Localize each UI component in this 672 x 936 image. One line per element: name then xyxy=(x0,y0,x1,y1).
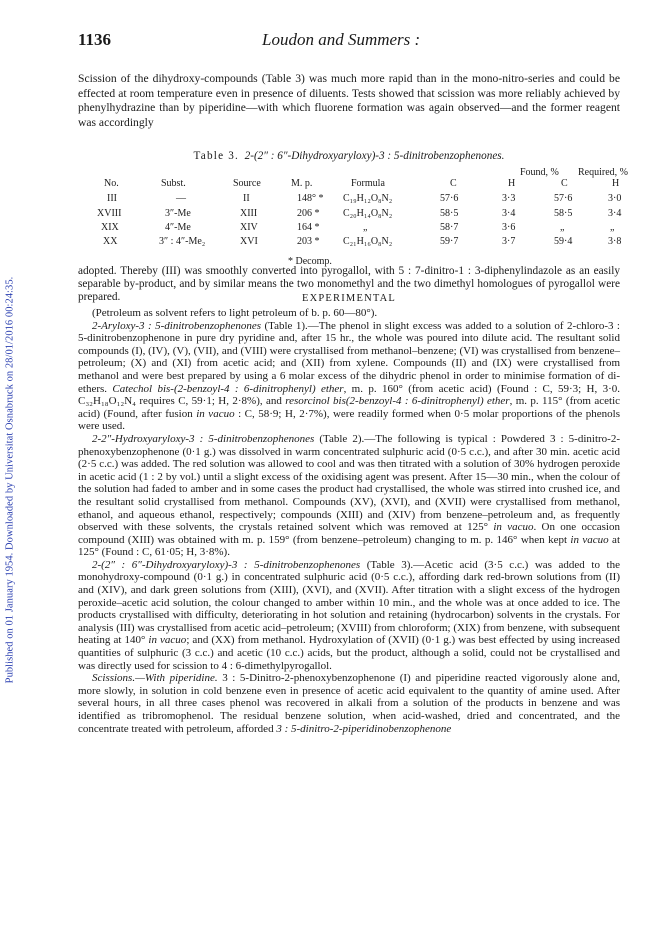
cell-r1-req-h: 3·4 xyxy=(608,208,622,219)
cell-r0-source: II xyxy=(243,193,250,204)
col-head-subst: Subst. xyxy=(161,178,186,189)
cell-r0-formula: C₁₉H₁₂O₈N₂ xyxy=(343,193,393,204)
col-head-found-c: C xyxy=(450,178,457,189)
cell-r0-subst: — xyxy=(176,193,186,204)
aryloxy-text-c: , m. p. 160° (from acetic acid) (Found : C, 59·3; H, 3·0. C₃₂H₁₈O₁₂N₄ requires C, 59·1; H, 2·8%), and xyxy=(78,382,620,408)
after-table-text: adopted. Thereby (III) was smoothly converted into pyrogallol, with 5 : 7-dinitro-1 : 3-diphenylindazole as an easily separable by-product, and by similar means the two monomethyl and the two dimethyl homologues of pyrogallol were prepared. xyxy=(78,265,620,304)
paragraph-hydroxyaryloxy xyxy=(78,433,620,559)
cell-r1-no: XVIII xyxy=(97,208,122,219)
cell-r0-no: III xyxy=(107,193,117,204)
col-head-mp: M. p. xyxy=(291,178,313,189)
aryloxy-text-a: (Table 1).—The phenol in slight excess was added to a solution of 2-chloro-3 : 5-dinitrobenzophenone in pure dry pyridine and, after 15 hr., the whole was poured into dilute acid. The resultant solid compounds (I), (IV), (V), (VII), and (VIII) were crystallised from methanol–benzene; (VI) was crystallised from benzene–petroleum; (X) and (XI) from acetic acid; and (XII) from xylene. Compounds (II) and (IX) were crystallised from methanol and were best prepared by using a 6 molar excess of the dihydric phenol in order to minimise formation of di-ethers. xyxy=(78,319,620,395)
cell-r2-found-c: 58·7 xyxy=(440,222,459,233)
hydroxyaryloxy-in-vacuo-2: in vacuo xyxy=(570,533,609,546)
piperidino-product-name: 3 : 5-dinitro-2-piperidinobenzophenone xyxy=(276,722,452,735)
aryloxy-text-g: : C, 58·9; H, 2·7%), were readily formed when 0·5 molar proportions of the phenols were used. xyxy=(78,407,620,433)
col-head-no: No. xyxy=(104,178,119,189)
intro-text: Scission of the dihydroxy-compounds (Table 3) was much more rapid than in the mono-nitro-series and could be effected at room temperature even in presence of diluents. Tests showed that scission was more reliably achieved by phenylhydrazine than by piperidine—with which fluorene formation was again observed—and the former reagent was accordingly xyxy=(78,72,620,129)
cell-r1-formula: C₂₀H₁₄O₈N₂ xyxy=(343,208,393,219)
cell-r1-mp: 206 * xyxy=(297,208,320,219)
aryloxy-text-e: , m. p. 115° (from acetic acid) (Found, after fusion xyxy=(78,395,621,420)
col-head-found-h: H xyxy=(508,178,516,189)
cell-r3-req-c: 59·4 xyxy=(554,236,573,247)
cell-r3-subst: 3″ : 4″-Me₂ xyxy=(159,236,206,247)
aryloxy-title: 2-Aryloxy-3 : 5-dinitrobenzophenones xyxy=(92,319,262,332)
cell-r0-mp: 148° * xyxy=(297,193,324,204)
dihydroxyaryloxy-in-vacuo: in vacuo xyxy=(148,634,187,647)
resorcinol-ether-name: resorcinol bis(2-benzoyl-4 : 6-dinitrophenyl) ether xyxy=(285,395,510,408)
cell-r2-req-h: „ xyxy=(610,222,615,233)
page-number: 1136 xyxy=(78,30,112,49)
cell-r3-found-h: 3·7 xyxy=(502,236,516,247)
cell-r2-found-h: 3·6 xyxy=(502,222,516,233)
catechol-ether-name: Catechol bis-(2-benzoyl-4 : 6-dinitrophenyl) ether xyxy=(112,382,344,395)
cell-r2-mp: 164 * xyxy=(297,222,320,233)
table-footnote: * Decomp. xyxy=(288,256,332,267)
cell-r2-subst: 4″-Me xyxy=(165,222,191,233)
dihydroxyaryloxy-text-a: (Table 3).—Acetic acid (3·5 c.c.) was added to the monohydroxy-compound (0·1 g.) in concentrated sulphuric acid (0·5 c.c.), affording dark red-brown solutions from (II) and (XIV), and dark green solutions from (XIII), (XVI), and (XVII). After titration with a slight excess of the hydrogen peroxide–acetic acid solution, the colour changed to amber within 10 min., and the whole was at once added to ice. The products crystallised with difficulty, deteriorating in hot solution and retaining (hydrocarbon) solvents in the crystals. For analysis (III) was crystallised from acetic acid–petroleum; (XVIII) from chloroform; (XIX) from benzene, with subsequent heating at 140° xyxy=(78,558,620,647)
col-head-source: Source xyxy=(233,178,261,189)
cell-r0-req-c: 57·6 xyxy=(554,193,573,204)
cell-r0-req-h: 3·0 xyxy=(608,193,622,204)
col-head-req-h: H xyxy=(612,178,620,189)
intro-paragraph xyxy=(78,72,620,130)
cell-r2-no: XIX xyxy=(101,222,119,233)
cell-r3-found-c: 59·7 xyxy=(440,236,459,247)
cell-r3-mp: 203 * xyxy=(297,236,320,247)
cell-r2-formula: „ xyxy=(363,222,368,233)
found-group-label: Found, % xyxy=(520,167,559,178)
dihydroxyaryloxy-title: 2-(2″ : 6″-Dihydroxyaryloxy)-3 : 5-dinitrobenzophenones xyxy=(92,558,361,571)
cell-r3-source: XVI xyxy=(240,236,258,247)
required-group-label: Required, % xyxy=(578,167,628,178)
paragraph-dihydroxyaryloxy xyxy=(78,559,620,672)
petroleum-note: (Petroleum as solvent refers to light petroleum of b. p. 60—80°). xyxy=(92,307,378,319)
cell-r0-found-c: 57·6 xyxy=(440,193,459,204)
download-watermark xyxy=(1,150,19,810)
paragraph-aryloxy xyxy=(78,320,620,433)
scissions-text-a: 3 : 5-Dinitro-2-phenoxybenzophenone (I) and piperidine reacted vigorously alone and, more slowly, in solution in cold benzene even in presence of acetic acid equivalent to the quantity of amine used. After several hours, in all three cases phenol was recovered in alkali from a solution of the products in benzene and was identified as tribromophenol. The residual benzene solution, when acid-washed, dried and concentrated, and the concentrate treated with petroleum, afforded xyxy=(78,672,620,735)
page-header xyxy=(78,30,620,54)
cell-r1-req-c: 58·5 xyxy=(554,208,573,219)
hydroxyaryloxy-in-vacuo-1: in vacuo xyxy=(493,521,534,534)
cell-r1-subst: 3″-Me xyxy=(165,208,191,219)
table-caption xyxy=(78,150,620,162)
cell-r0-found-h: 3·3 xyxy=(502,193,516,204)
hydroxyaryloxy-text-c: . On one occasion compound (XIII) was obtained with m. p. 159° (from benzene–petroleum) changing to m. p. 146° when kept xyxy=(78,521,620,546)
col-head-req-c: C xyxy=(561,178,568,189)
cell-r1-found-h: 3·4 xyxy=(502,208,516,219)
col-head-formula: Formula xyxy=(351,178,385,189)
paragraph-scissions xyxy=(78,672,620,735)
hydroxyaryloxy-title: 2-2″-Hydroxyaryloxy-3 : 5-dinitrobenzophenones xyxy=(92,432,315,445)
scissions-title: Scissions.—With piperidine. xyxy=(92,672,218,685)
experimental-body xyxy=(78,307,620,735)
cell-r2-source: XIV xyxy=(240,222,258,233)
table-label: Table 3. xyxy=(193,150,240,162)
dihydroxyaryloxy-text-c: ; and (XX) from methanol. Hydroxylation of (XVII) (0·1 g.) was best effected by using increased quantities of sulphuric (3 c.c.) and acetic (10 c.c.) acids, but the product, although a solid, could not be crystallised and was directly used for scission to 4 : 6-dimethylpyrogallol. xyxy=(78,634,620,672)
watermark-text: Published on 01 January 1954. Downloaded by Universitat Osnabruck on 28/01/2016 00:24:35. xyxy=(4,276,16,684)
cell-r1-source: XIII xyxy=(240,208,258,219)
cell-r1-found-c: 58·5 xyxy=(440,208,459,219)
table-title: 2-(2″ : 6″-Dihydroxyaryloxy)-3 : 5-dinitrobenzophenones. xyxy=(244,150,505,162)
cell-r2-req-c: „ xyxy=(560,222,565,233)
aryloxy-in-vacuo: in vacuo xyxy=(196,407,235,420)
cell-r3-req-h: 3·8 xyxy=(608,236,622,247)
cell-r3-formula: C₂₁H₁₆O₈N₂ xyxy=(343,236,393,247)
hydroxyaryloxy-text-e: at 125° (Found : C, 61·05; H, 3·8%). xyxy=(78,533,620,559)
cell-r3-no: XX xyxy=(103,236,118,247)
running-title: Loudon and Summers : xyxy=(262,30,421,49)
section-heading: EXPERIMENTAL xyxy=(301,293,397,304)
hydroxyaryloxy-text-a: (Table 2).—The following is typical : Powdered 3 : 5-dinitro-2-phenoxybenzophenone (0·1 g.) was dissolved in warm concentrated sulphuric acid (0·5 c.c.), and after 30 min. acetic acid (2·5 c.c.) was added. The red solution was allowed to cool and was then titrated with a solution of 30% hydrogen peroxide in acetic acid (1 : 2 by vol.) until a slight excess of the oxidising agent was present. After 15—30 min., when the colour of the solution had faded to amber and in some cases the product had crystallised, the whole was stirred into crushed ice, and the resultant solid crystallised from methanol. Compounds (XV), (XVI), and (XVII) were crystallised from methanol, ethanol, and aqueous ethanol, respectively; compounds (XIII) and (XIV) from benzene–petroleum and, as frequently observed with these solvents, the crystals retained solvent which was removed at 125° xyxy=(78,432,621,534)
